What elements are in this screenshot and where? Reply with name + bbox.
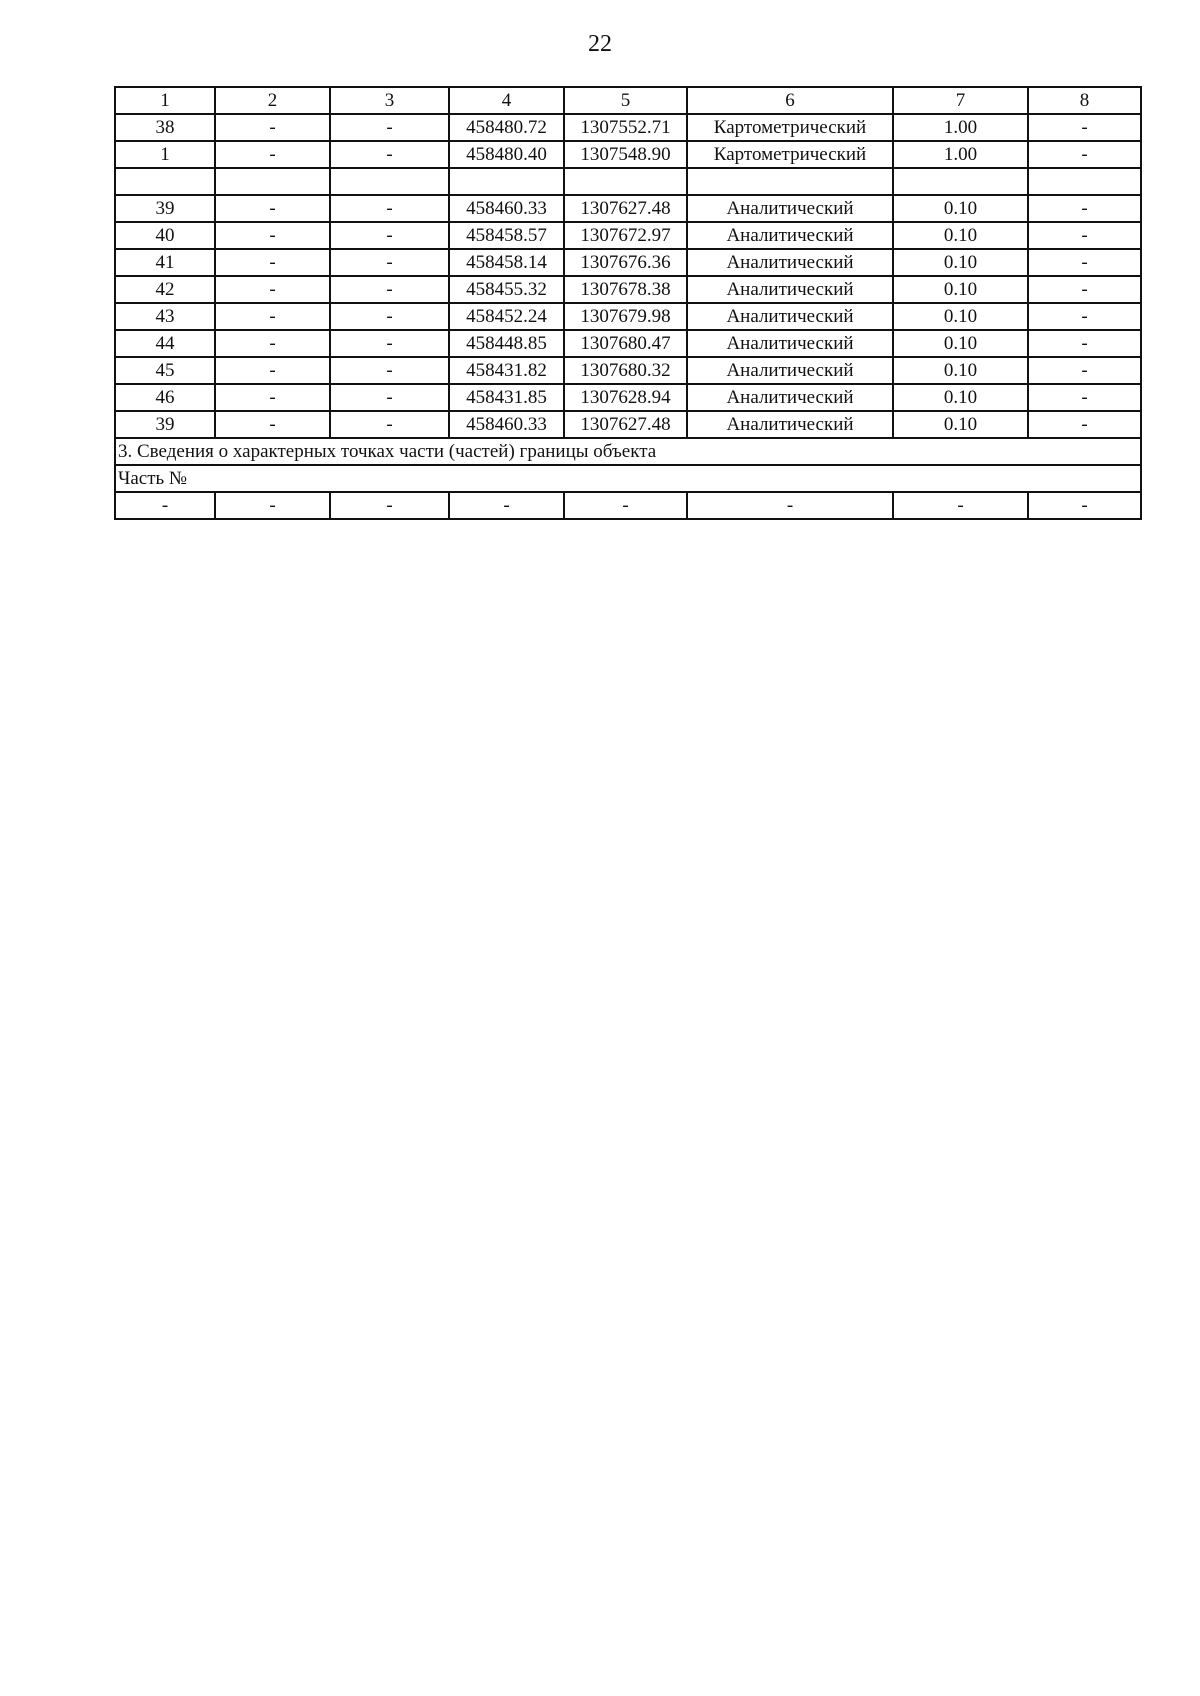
table-cell: 458460.33 xyxy=(449,195,564,222)
table-row xyxy=(115,357,1141,384)
table-cell: 1307678.38 xyxy=(564,276,687,303)
table-cell: - xyxy=(215,384,330,411)
table-cell: - xyxy=(1028,114,1141,141)
table-cell: 1307679.98 xyxy=(564,303,687,330)
table-cell: 1307627.48 xyxy=(564,195,687,222)
table-cell: - xyxy=(330,357,449,384)
table-row xyxy=(115,249,1141,276)
table-cell: 1307628.94 xyxy=(564,384,687,411)
table-cell: - xyxy=(893,492,1028,519)
table-cell: 458455.32 xyxy=(449,276,564,303)
table-cell: - xyxy=(215,492,330,519)
empty-cell xyxy=(115,168,215,195)
table-cell: 1.00 xyxy=(893,114,1028,141)
table-cell: - xyxy=(330,222,449,249)
section-title-row xyxy=(115,438,1141,465)
table-cell: - xyxy=(215,303,330,330)
table-cell: Картометрический xyxy=(687,114,893,141)
table-cell: Аналитический xyxy=(687,303,893,330)
table-cell: Аналитический xyxy=(687,249,893,276)
table-cell: - xyxy=(215,357,330,384)
table-cell: 4 xyxy=(449,87,564,114)
table-cell: - xyxy=(330,330,449,357)
table-cell: 458458.14 xyxy=(449,249,564,276)
part-label: Часть № xyxy=(115,465,1141,492)
table-cell: - xyxy=(1028,330,1141,357)
table-cell: - xyxy=(1028,303,1141,330)
table-cell: - xyxy=(1028,195,1141,222)
table-cell: - xyxy=(330,249,449,276)
table-cell: 40 xyxy=(115,222,215,249)
empty-cell xyxy=(687,168,893,195)
coordinates-table xyxy=(114,86,1142,520)
table-cell: - xyxy=(564,492,687,519)
table-cell: 458458.57 xyxy=(449,222,564,249)
table-row xyxy=(115,222,1141,249)
table-cell: Аналитический xyxy=(687,357,893,384)
table-cell: 1.00 xyxy=(893,141,1028,168)
table-cell: - xyxy=(215,195,330,222)
table-cell: 0.10 xyxy=(893,384,1028,411)
table-cell: 458480.40 xyxy=(449,141,564,168)
table-cell: 0.10 xyxy=(893,303,1028,330)
table-cell: - xyxy=(1028,249,1141,276)
table-row xyxy=(115,276,1141,303)
empty-cell xyxy=(215,168,330,195)
table-cell: 7 xyxy=(893,87,1028,114)
table-cell: 0.10 xyxy=(893,195,1028,222)
table-cell: Аналитический xyxy=(687,195,893,222)
table-cell: 38 xyxy=(115,114,215,141)
table-cell: 8 xyxy=(1028,87,1141,114)
table-cell: - xyxy=(330,276,449,303)
table-body xyxy=(115,87,1141,519)
table-cell: 39 xyxy=(115,411,215,438)
table-cell: Аналитический xyxy=(687,330,893,357)
table-cell: 1307672.97 xyxy=(564,222,687,249)
table-cell: 42 xyxy=(115,276,215,303)
empty-cell xyxy=(330,168,449,195)
part-label-row xyxy=(115,465,1141,492)
table-cell: Аналитический xyxy=(687,384,893,411)
table-cell: 458480.72 xyxy=(449,114,564,141)
table-cell: - xyxy=(215,276,330,303)
empty-separator-row xyxy=(115,168,1141,195)
table-cell: 41 xyxy=(115,249,215,276)
table-header-row xyxy=(115,87,1141,114)
table-cell: - xyxy=(1028,276,1141,303)
table-cell: - xyxy=(215,222,330,249)
table-row xyxy=(115,195,1141,222)
table-cell: - xyxy=(1028,141,1141,168)
table-cell: 0.10 xyxy=(893,249,1028,276)
table-cell: 1307627.48 xyxy=(564,411,687,438)
table-cell: - xyxy=(687,492,893,519)
table-row xyxy=(115,114,1141,141)
table-row xyxy=(115,303,1141,330)
table-cell: 1307676.36 xyxy=(564,249,687,276)
table-cell: 458431.85 xyxy=(449,384,564,411)
empty-cell xyxy=(449,168,564,195)
table-cell: - xyxy=(330,114,449,141)
table-cell: Аналитический xyxy=(687,411,893,438)
table-cell: 1307680.47 xyxy=(564,330,687,357)
table-cell: 0.10 xyxy=(893,276,1028,303)
table-cell: 1 xyxy=(115,87,215,114)
table-cell: Аналитический xyxy=(687,222,893,249)
table-cell: - xyxy=(1028,492,1141,519)
table-cell: - xyxy=(1028,384,1141,411)
table-cell: 458431.82 xyxy=(449,357,564,384)
table-cell: 45 xyxy=(115,357,215,384)
table-cell: 2 xyxy=(215,87,330,114)
table-cell: - xyxy=(330,492,449,519)
table-cell: 6 xyxy=(687,87,893,114)
table-cell: 0.10 xyxy=(893,357,1028,384)
table-row xyxy=(115,141,1141,168)
table-cell: - xyxy=(215,114,330,141)
table-cell: 43 xyxy=(115,303,215,330)
table-cell: - xyxy=(215,411,330,438)
table-cell: 46 xyxy=(115,384,215,411)
table-cell: - xyxy=(215,330,330,357)
table-cell: - xyxy=(215,249,330,276)
table-cell: Аналитический xyxy=(687,276,893,303)
table-cell: 1307548.90 xyxy=(564,141,687,168)
section-title: 3. Сведения о характерных точках части (частей) границы объекта xyxy=(115,438,1141,465)
table-cell: - xyxy=(215,141,330,168)
table-row xyxy=(115,411,1141,438)
table-cell: - xyxy=(330,195,449,222)
table-cell: - xyxy=(1028,411,1141,438)
table-cell: - xyxy=(1028,357,1141,384)
table-cell: 1307552.71 xyxy=(564,114,687,141)
table-cell: 458460.33 xyxy=(449,411,564,438)
part-row xyxy=(115,492,1141,519)
table-cell: 5 xyxy=(564,87,687,114)
table-cell: - xyxy=(330,384,449,411)
table-cell: 3 xyxy=(330,87,449,114)
table-cell: 0.10 xyxy=(893,222,1028,249)
table-row xyxy=(115,384,1141,411)
table-cell: - xyxy=(330,141,449,168)
table-row xyxy=(115,330,1141,357)
table-cell: 0.10 xyxy=(893,411,1028,438)
table-cell: Картометрический xyxy=(687,141,893,168)
empty-cell xyxy=(564,168,687,195)
table-cell: 1 xyxy=(115,141,215,168)
table-cell: - xyxy=(449,492,564,519)
table-cell: 39 xyxy=(115,195,215,222)
table-cell: - xyxy=(330,303,449,330)
table-cell: - xyxy=(115,492,215,519)
table-cell: 458448.85 xyxy=(449,330,564,357)
table-cell: 1307680.32 xyxy=(564,357,687,384)
empty-cell xyxy=(1028,168,1141,195)
table-cell: - xyxy=(330,411,449,438)
page-number: 22 xyxy=(588,31,612,57)
empty-cell xyxy=(893,168,1028,195)
table-cell: 44 xyxy=(115,330,215,357)
table-cell: 0.10 xyxy=(893,330,1028,357)
table-cell: - xyxy=(1028,222,1141,249)
table-cell: 458452.24 xyxy=(449,303,564,330)
